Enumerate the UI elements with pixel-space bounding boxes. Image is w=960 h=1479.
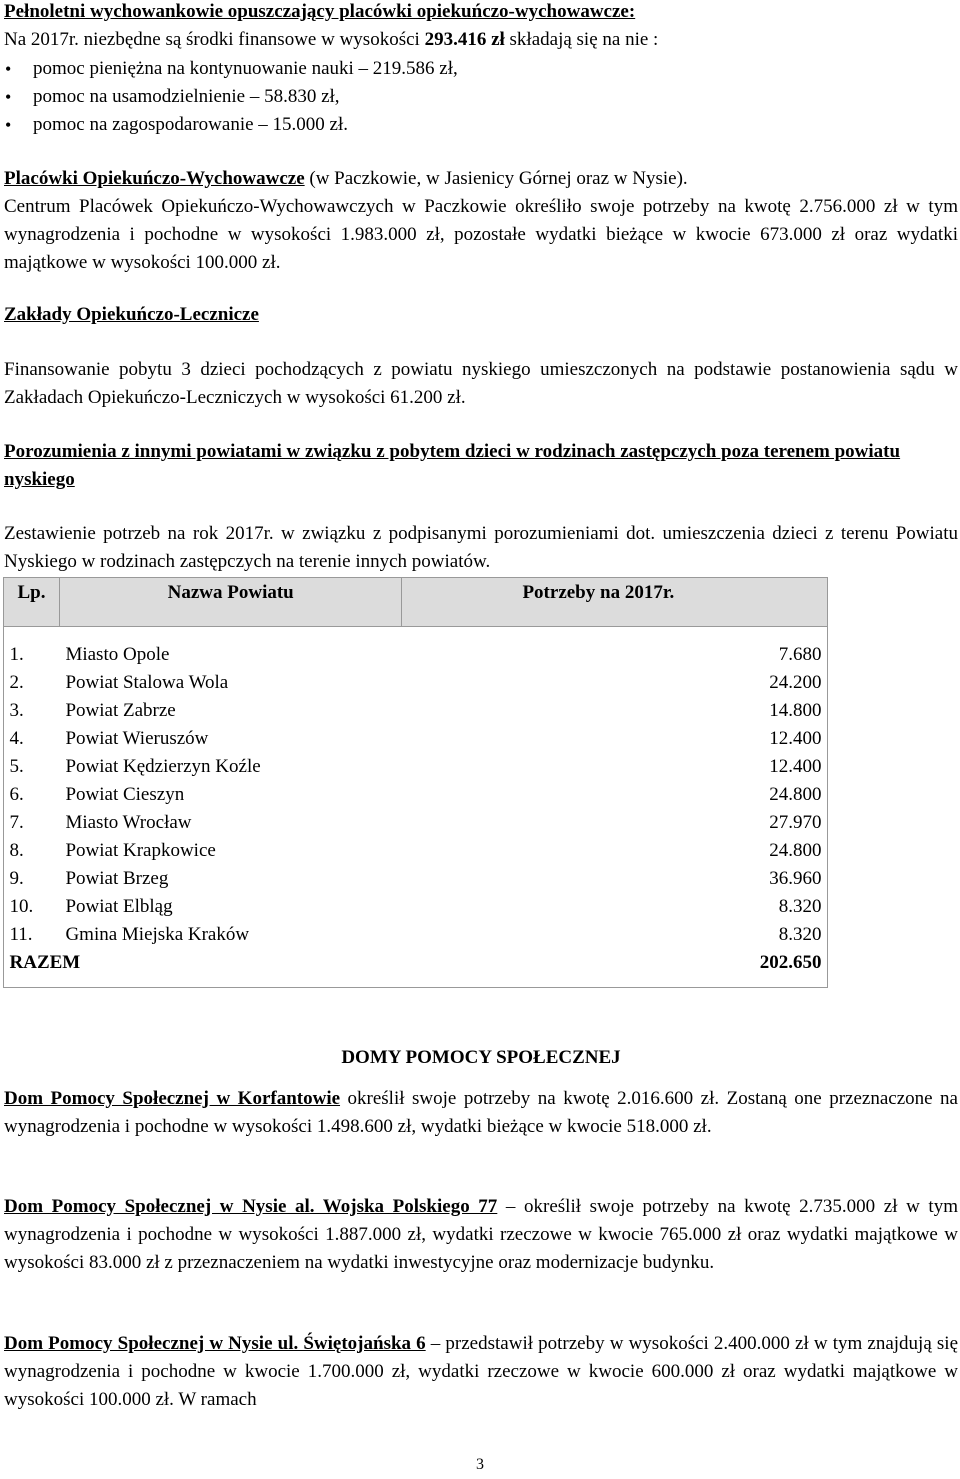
placowki-locations: (w Paczkowie, w Jasienicy Górnej oraz w Nysie). (304, 168, 688, 189)
intro-amount: 293.416 zł (424, 29, 505, 50)
heading-zol: Zakłady Opiekuńczo-Lecznicze (4, 304, 259, 325)
dps-korfantow-text: określił swoje potrzeby na kwotę 2.016.600 zł. Zostaną one przeznaczone na wynagrodzenia i pochodne w wysokości 1.498.600 zł, wydatki bieżące w kwocie 518.000 zł. (4, 1088, 958, 1137)
section-placowki (4, 165, 958, 277)
heading-placowki: Placówki Opiekuńczo-Wychowawcze (4, 168, 305, 189)
total-label: RAZEM (9, 952, 81, 973)
table-row (4, 893, 828, 921)
row-kwota: 24.800 (769, 840, 822, 861)
table-row (4, 669, 828, 697)
row-lp: 3. (9, 700, 24, 721)
row-kwota: 27.970 (769, 812, 822, 833)
porozumienia-paragraph: Zestawienie potrzeb na rok 2017r. w związku z podpisanymi porozumieniami dot. umieszczenia dzieci z terenu Powiatu Nyskiego w rodzinach zastępczych na terenie innych powiatów. (4, 523, 958, 572)
row-nazwa: Miasto Opole (65, 644, 170, 665)
table-row (4, 753, 828, 781)
row-nazwa: Powiat Kędzierzyn Koźle (65, 756, 261, 777)
row-lp: 8. (9, 840, 24, 861)
powiaty-table (3, 577, 828, 977)
row-nazwa: Powiat Krapkowice (65, 840, 216, 861)
row-kwota: 14.800 (769, 700, 822, 721)
intro-text-end: składają się na nie : (504, 29, 659, 50)
row-nazwa: Powiat Cieszyn (65, 784, 185, 805)
dps-korfantow-paragraph (4, 1085, 958, 1141)
placowki-heading-line (4, 165, 958, 193)
heading-porozumienia: Porozumienia z innymi powiatami w związku z pobytem dzieci w rodzinach zastępczych poza terenem powiatu nyskiego (4, 441, 901, 490)
bullet-item: • pomoc na usamodzielnienie – 58.830 zł, (0, 83, 900, 111)
heading-dps: DOMY POMOCY SPOŁECZNEJ (341, 1047, 621, 1068)
table-header-row (4, 578, 828, 627)
dps-korfantow-name: Dom Pomocy Społecznej w Korfantowie (4, 1088, 341, 1109)
row-lp: 5. (9, 756, 24, 777)
table-row (4, 837, 828, 865)
total-value: 202.650 (759, 952, 822, 973)
row-lp: 11. (9, 924, 33, 945)
row-nazwa: Powiat Brzeg (65, 868, 169, 889)
row-kwota: 24.200 (769, 672, 822, 693)
row-nazwa: Powiat Stalowa Wola (65, 672, 229, 693)
row-kwota: 24.800 (769, 784, 822, 805)
page-number: 3 (476, 1456, 484, 1473)
placowki-paragraph: Centrum Placówek Opiekuńczo-Wychowawczych w Paczkowie określiło swoje potrzeby na kwotę 2.756.000 zł w tym wynagrodzenia i pochodne w wysokości 1.983.000 zł, pozostałe wydatki bieżące w kwocie 673.000 zł oraz wydatki majątkowe w wysokości 100.000 zł. (4, 196, 958, 273)
intro-text: Na 2017r. niezbędne są środki finansowe w wysokości (4, 29, 425, 50)
row-nazwa: Powiat Elbląg (65, 896, 173, 917)
row-lp: 1. (9, 644, 24, 665)
heading-pelnoletni: Pełnoletni wychowankowie opuszczający placówki opiekuńczo-wychowawcze: (4, 1, 636, 22)
table-total-row (4, 949, 828, 977)
row-lp: 4. (9, 728, 24, 749)
intro-paragraph (4, 26, 958, 54)
table-row (4, 781, 828, 809)
section-pelnoletni (4, 0, 958, 54)
header-potrzeby: Potrzeby na 2017r. (402, 578, 828, 627)
dps-swietojanska-paragraph (4, 1330, 958, 1414)
row-lp: 2. (9, 672, 24, 693)
dps-wojska-name: Dom Pomocy Społecznej w Nysie al. Wojska Polskiego 77 (4, 1196, 498, 1217)
section-zol (4, 301, 958, 329)
dps-wojska-text: – określił swoje potrzeby na kwotę 2.735.000 zł w tym wynagrodzenia i pochodne w wysokości 1.887.000 zł, wydatki rzeczowe w kwocie 765.000 zł oraz wydatki majątkowe w wysokości 83.000 zł z przeznaczeniem na wydatki inwestycyjne oraz modernizacje budynku. (4, 1196, 958, 1273)
row-nazwa: Gmina Miejska Kraków (65, 924, 250, 945)
row-kwota: 8.320 (778, 924, 822, 945)
table-row (4, 921, 828, 949)
row-lp: 10. (9, 896, 34, 917)
dps-wojska-paragraph (4, 1193, 958, 1277)
table-row (4, 865, 828, 893)
zol-paragraph: Finansowanie pobytu 3 dzieci pochodzących z powiatu nyskiego umieszczonych na podstawie postanowienia sądu w Zakładach Opiekuńczo-Leczniczych w wysokości 61.200 zł. (4, 359, 958, 408)
dps-swietojanska-text: – przedstawił potrzeby w wysokości 2.400.000 zł w tym znajdują się wynagrodzenia i pochodne w kwocie 1.700.000 zł, wydatki rzeczowe w kwocie 600.000 zł oraz wydatki majątkowe w wysokości 100.000 zł. W ramach (4, 1333, 959, 1410)
row-nazwa: Powiat Zabrze (65, 700, 176, 721)
bullet-item: • pomoc pieniężna na kontynuowanie nauki – 219.586 zł, (0, 55, 900, 83)
row-lp: 6. (9, 784, 24, 805)
header-nazwa: Nazwa Powiatu (59, 578, 402, 627)
table-row (4, 697, 828, 725)
row-lp: 7. (9, 812, 24, 833)
row-kwota: 8.320 (778, 896, 822, 917)
bullet-item: • pomoc na zagospodarowanie – 15.000 zł. (0, 111, 900, 139)
header-lp: Lp. (4, 578, 60, 627)
row-kwota: 36.960 (769, 868, 822, 889)
dps-swietojanska-name: Dom Pomocy Społecznej w Nysie ul. Świętojańska 6 (4, 1333, 426, 1354)
bullet-list (0, 55, 900, 139)
table-row (4, 809, 828, 837)
row-kwota: 12.400 (769, 728, 822, 749)
row-kwota: 7.680 (778, 644, 822, 665)
row-nazwa: Miasto Wrocław (65, 812, 192, 833)
row-kwota: 12.400 (769, 756, 822, 777)
row-lp: 9. (9, 868, 24, 889)
row-nazwa: Powiat Wieruszów (65, 728, 209, 749)
table-row (4, 641, 828, 669)
table-row (4, 725, 828, 753)
